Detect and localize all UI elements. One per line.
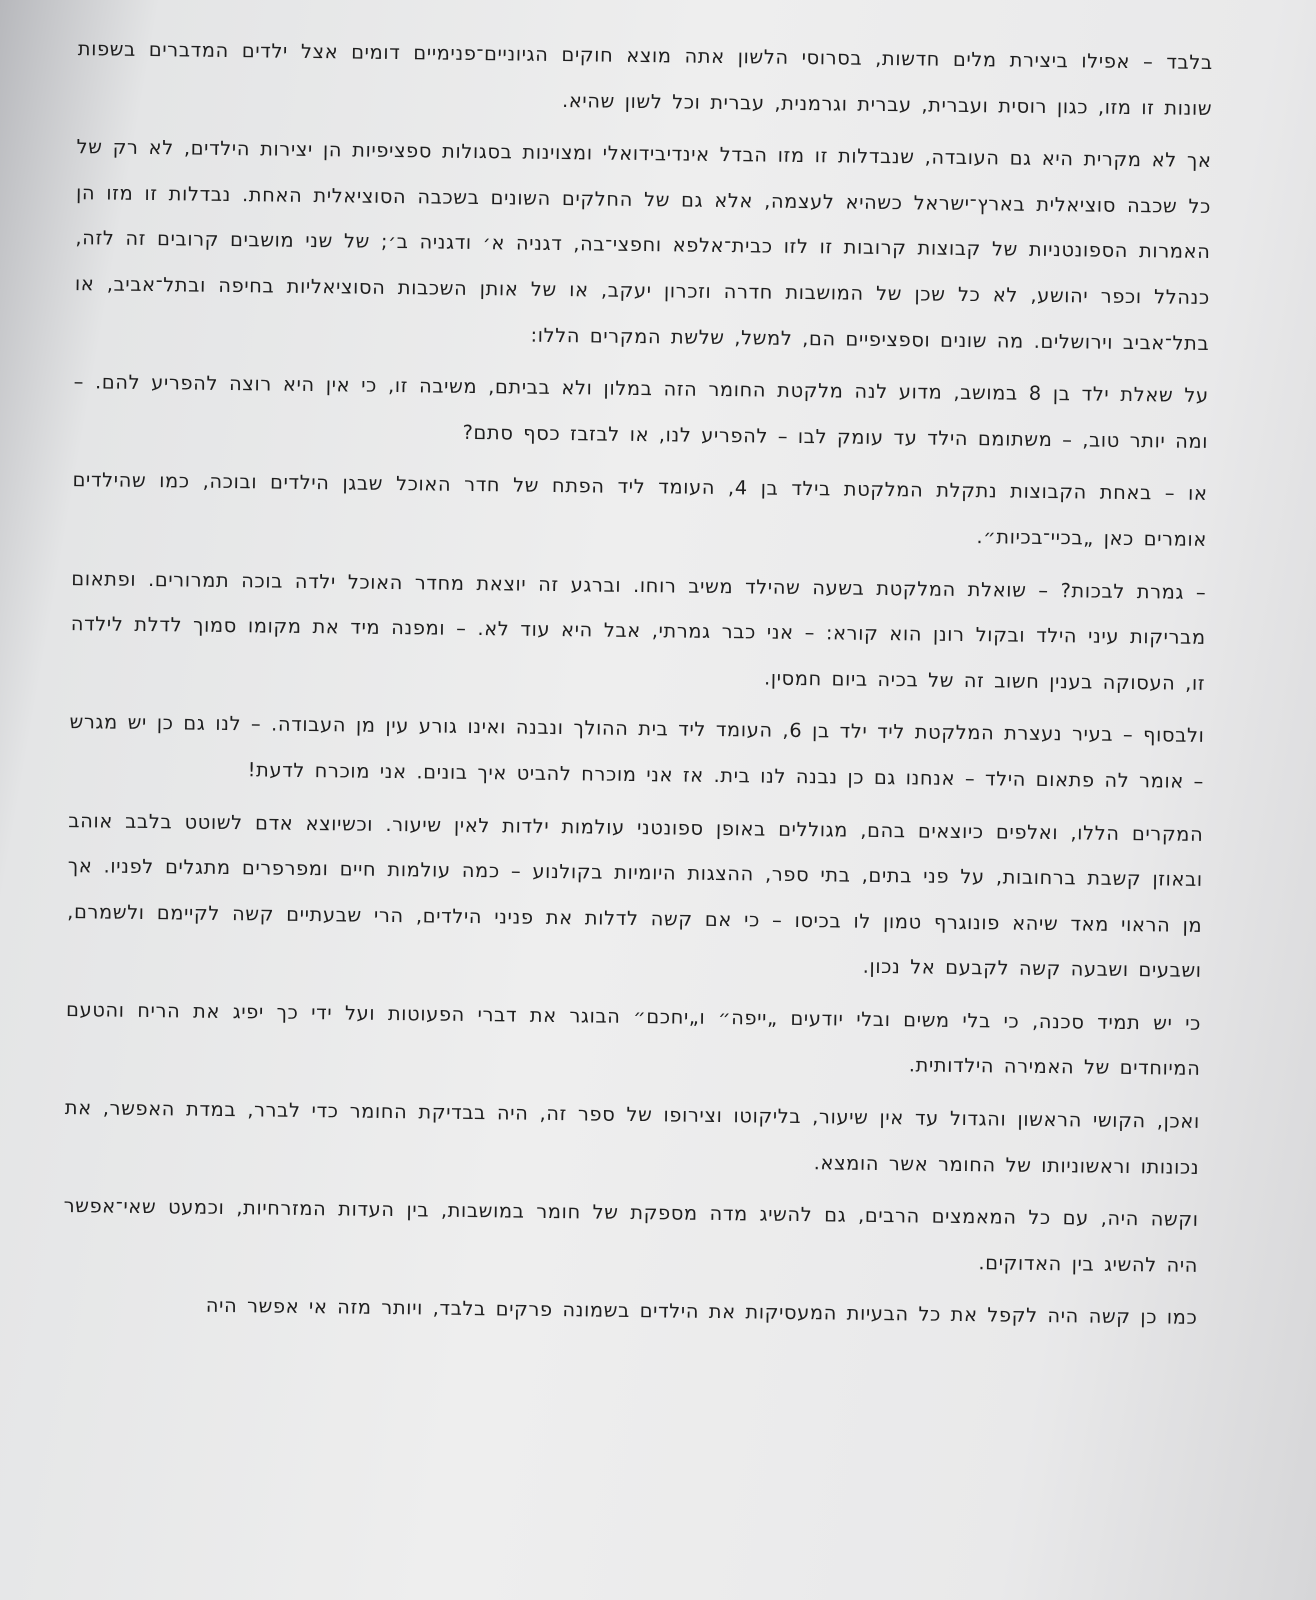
paragraph-3: על שאלת ילד בן 8 במושב, מדוע לנה מלקטת החומר הזה במלון ולא בביתם, משיבה זו, כי אין היא רוצה להפריע להם. – ומה יותר טוב, – משתומם הילד עד עומק לבו – להפריע לנו, או לבזבז כסף סתם? [73,370,1209,453]
paragraph-7: המקרים הללו, ואלפים כיוצאים בהם, מגוללים באופן ספונטני עולמות ילדות לאין שיעור. וכשיוצא אדם לשוטט בלבב אוהב ובאוזן קשבת ברחובות, על פני בתים, בתי ספר, ההצגות היומיות בקולנוע – כמה עולמות חיים ומפרפרים מתגלים לפניו. אך מן הראוי מאד שיהא פונוגרף טמון לו בכיסו – כי אם קשה לדלות את פניני הילדים, הרי שבעתיים קשה לקיימם ולשמרם, ושבעים ושבעה קשה לקבעם אל נכון. [67,808,1204,983]
paragraph-8: כי יש תמיד סכנה, כי בלי משים ובלי יודעים „ייפה״ ו„יחכם״ הבוגר את דברי הפעוטות ועל ידי כך יפיג את הריח והטעם המיוחדים של האמירה הילדותית. [65,997,1202,1081]
paragraph-4: או – באחת הקבוצות נתקלת המלקטת בילד בן 4, העומד ליד הפתח של חדר האוכל שבגן הילדים ובוכה, כמו שהילדים אומרים כאן „בכיי־בכיות״. [72,468,1208,551]
body-text [62,26,1213,1341]
paragraph-2: אך לא מקרית היא גם העובדה, שנבדלות זו מזו הבדל אינדיבידואלי ומצוינות בסגולות ספציפיות הן יצירות הילדים, לא רק של כל שכבה סוציאלית בארץ־ישראל כשהיא לעצמה, אלא גם של החלקים השונים בשכבה הסוציאלית האחת. נבדלות זו מזו הן האמרות הספונטניות של קבוצות קרובות זו לזו כבית־אלפא וחפצי־בה, דגניה א׳ ודגניה ב׳; של שני מושבים קרובים זה לזה, כנהלל וכפר יהושע, לא כל שכן של המושבות חדרה וזכרון יעקב, או של אותן השכבות הסוציאליות בחיפה ובתל־אביב, או בתל־אביב וירושלים. מה שונים וספציפיים הם, למשל, שלשת המקרים הללו: [74,135,1212,355]
paragraph-9: ואכן, הקושי הראשון והגדול עד אין שיעור, בליקוטו וצירופו של ספר זה, היה בבדיקת החומר כדי לברר, במדת האפשר, את נכונותו וראשוניותו של החומר אשר הומצא. [64,1096,1200,1179]
paragraph-5: – גמרת לבכות? – שואלת המלקטת בשעה שהילד משיב רוחו. וברגע זה יוצאת מחדר האוכל ילדה בוכה תמרורים. ופתאום מבריקות עיני הילד ובקול רונן הוא קורא: – אני כבר גמרתי, אבל היא עוד לא. – ומפנה מיד את מקומו סמוך לדלת לילדה זו, העסוקה בענין חשוב זה של בכיה ביום חמסין. [70,566,1207,695]
paragraph-10: וקשה היה, עם כל המאמצים הרבים, גם להשיג מדה מספקת של חומר במושבות, בין העדות המזרחיות, וכמעט שאי־אפשר היה להשיג בין האדוקים. [63,1194,1199,1277]
paragraph-11: כמו כן קשה היה לקפל את כל הבעיות המעסיקות את הילדים בשמונה פרקים בלבד, ויותר מזה אי אפשר היה [205,1294,1198,1330]
paragraph-6: ולבסוף – בעיר נעצרת המלקטת ליד ילד בן 6, העומד ליד בית ההולך ונבנה ואינו גורע עין מן העבודה. – לנו גם כן יש מגרש – אומר לה פתאום הילד – אנחנו גם כן נבנה לנו בית. אז אני מוכרח להביט איך בונים. אני מוכרח לדעת! [69,710,1205,793]
paragraph-1: בלבד – אפילו ביצירת מלים חדשות, בסרוסי הלשון אתה מוצא חוקים הגיוניים־פנימיים דומים אצל ילדים המדברים בשפות שונות זו מזו, כגון רוסית ועברית, עברית וגרמנית, עברית וכל לשון שהיא. [77,37,1213,120]
